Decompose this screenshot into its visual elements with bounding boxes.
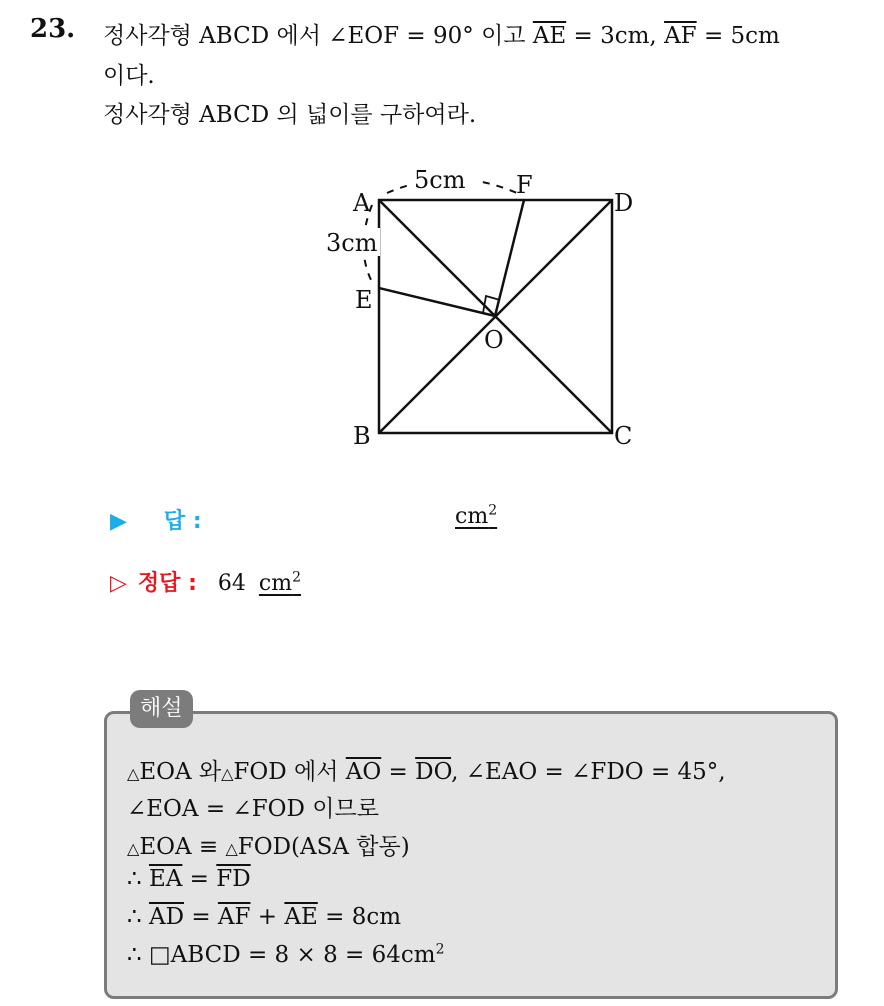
segment-af: $\overline{AF}$: [664, 23, 697, 49]
solution-text: EOA ≡: [139, 834, 226, 860]
solution-text: FOD 에서: [233, 759, 346, 785]
answer-unit: [455, 504, 497, 529]
question-text: = 3cm,: [566, 23, 665, 49]
solution-line-3: [127, 828, 410, 861]
solution-line-1: [127, 753, 726, 786]
square-figure: [0, 0, 884, 480]
solution-text: ∴: [127, 866, 149, 892]
segment-eo: [379, 288, 495, 316]
area-exponent: 2: [435, 941, 445, 958]
solution-text: EOA 와: [139, 759, 222, 785]
vertex-label-c: C: [614, 422, 633, 450]
figure-lines: [379, 200, 612, 433]
solution-line-6: [127, 942, 444, 968]
correct-value: 64: [217, 571, 246, 596]
segment-af: $\overline{AF}$: [217, 904, 251, 930]
question-number: 23.: [30, 14, 76, 44]
triangle-symbol: △: [127, 764, 140, 783]
vertex-label-o: O: [484, 326, 504, 354]
segment-ae: $\overline{AE}$: [532, 23, 567, 49]
solution-text: +: [250, 904, 285, 930]
triangle-symbol: △: [127, 839, 140, 858]
segment-ea: $\overline{EA}$: [148, 866, 183, 892]
question-line-2: 이다.: [103, 63, 155, 89]
correct-marker-icon: ▷: [110, 571, 127, 596]
solution-text: ∴ □ABCD = 8 × 8 = 64cm: [127, 942, 436, 968]
length-label-ae: 3cm: [326, 229, 378, 257]
correct-answer-row: [110, 566, 301, 597]
correct-unit: [259, 571, 301, 596]
vertex-label-a: A: [353, 189, 371, 217]
vertex-label-b: B: [353, 422, 371, 450]
solution-text: =: [182, 866, 217, 892]
solution-line-4: [127, 866, 251, 892]
vertex-label-f: F: [516, 171, 533, 199]
question-line-3: 정사각형 ABCD 의 넓이를 구하여라.: [103, 102, 477, 128]
solution-line-2: ∠EOA = ∠FOD 이므로: [127, 796, 379, 822]
triangle-symbol: △: [221, 764, 234, 783]
solution-text: = 8cm: [317, 904, 402, 930]
segment-ad: $\overline{AD}$: [148, 904, 185, 930]
answer-row: [110, 504, 202, 535]
length-label-af: 5cm: [414, 166, 466, 194]
solution-text: ∴: [127, 904, 149, 930]
vertex-label-e: E: [355, 286, 373, 314]
question-text: = 5cm: [696, 23, 780, 49]
solution-text: FOD(ASA 합동): [237, 834, 410, 860]
triangle-symbol: △: [225, 839, 238, 858]
solution-tag: 해설: [130, 690, 193, 728]
correct-unit-text: cm: [258, 571, 293, 596]
solution-line-5: [127, 904, 401, 930]
segment-ao: $\overline{AO}$: [345, 759, 382, 785]
answer-marker-icon: ▶: [110, 509, 127, 534]
segment-fd: $\overline{FD}$: [216, 866, 251, 892]
segment-do: $\overline{DO}$: [415, 759, 452, 785]
correct-label: 정답 :: [137, 571, 197, 596]
question-text: 정사각형 ABCD 에서 ∠EOF = 90° 이고: [103, 23, 533, 49]
correct-unit-exponent: 2: [292, 569, 301, 586]
vertex-label-d: D: [614, 189, 634, 217]
solution-text: =: [184, 904, 218, 930]
solution-text: , ∠EAO = ∠FDO = 45°,: [451, 759, 726, 785]
segment-fo: [495, 200, 524, 316]
answer-unit-exponent: 2: [488, 502, 498, 519]
segment-ae: $\overline{AE}$: [284, 904, 318, 930]
solution-text: =: [381, 759, 416, 785]
answer-label: 답 :: [163, 509, 202, 534]
answer-unit-text: cm: [455, 504, 489, 529]
